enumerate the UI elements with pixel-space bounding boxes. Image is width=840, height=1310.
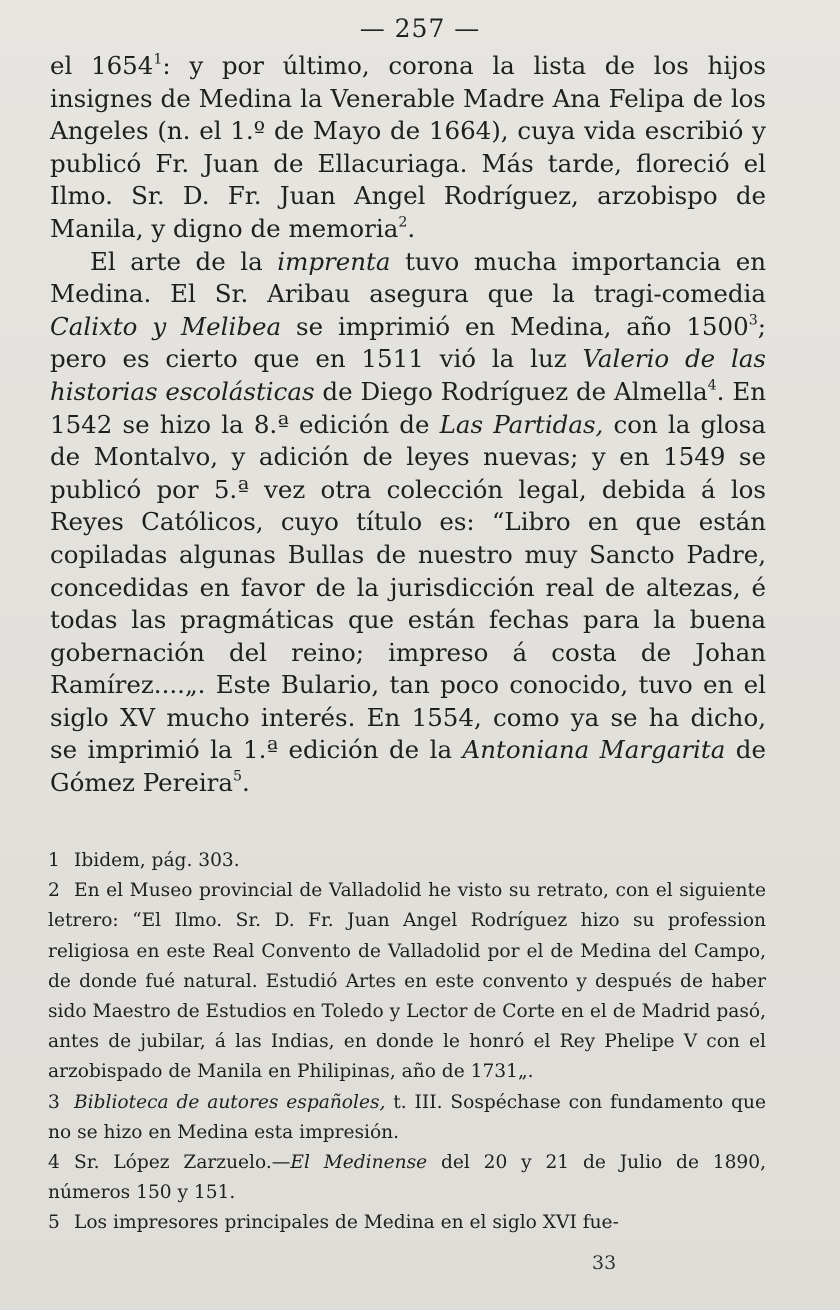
footnote-4 — [48, 1148, 766, 1208]
footnotes — [48, 846, 766, 1239]
text-run: ; pero es cierto que en 1511 vió la luz — [50, 311, 766, 374]
italic-title: Las Partidas, — [439, 409, 604, 439]
footnote-ref-3: 3 — [748, 312, 758, 329]
footnote-text: Ibidem, pág. 303. — [74, 850, 240, 871]
text-run: . En 1542 se hizo la 8.ª edición de — [50, 376, 766, 439]
footnote-text: del 20 y 21 de Julio de 1890, números 150 y 151. — [48, 1152, 767, 1204]
footnote-number: 1 — [48, 850, 60, 871]
text-run: . — [242, 768, 250, 798]
footnote-italic: Biblioteca de autores españoles, — [74, 1091, 386, 1113]
italic-title: Calixto y Melibea — [50, 311, 282, 341]
text-run: el 1654 — [50, 51, 154, 80]
footnote-ref-5: 5 — [233, 768, 243, 785]
footnote-text: t. III. Sospéchase con fundamento que no se hizo en Medina esta impresión. — [48, 1091, 766, 1143]
footnote-text-pre: Sr. López Zarzuelo.— — [74, 1152, 291, 1174]
main-text — [50, 50, 766, 800]
footnote-5 — [48, 1208, 766, 1238]
footnote-ref-2: 2 — [398, 214, 408, 231]
footnote-3 — [48, 1088, 766, 1148]
footnote-italic: El Medinense — [290, 1152, 428, 1174]
footnote-text: En el Museo provincial de Valladolid he visto su retrato, con el siguiente letrero: “El Ilmo. Sr. D. Fr. Juan Angel Rodríguez hizo su profession religiosa en este Real Convento de Valladolid por el de Medina del Campo, de donde fué natural. Estudió Artes en este convento y después de haber sido Maestro de Estudios en Toledo y Lector de Corte en el de Madrid pasó, antes de jubilar, á las Indias, en donde le honró el Rey Phelipe V con el arzobispado de Manila en Philipinas, año de 1731„. — [48, 880, 766, 1083]
text-run: de Gómez Pereira — [50, 735, 766, 798]
footnote-number: 3 — [48, 1091, 60, 1113]
paragraph-2 — [50, 246, 766, 800]
footnote-number: 4 — [48, 1152, 60, 1174]
signature-mark: 33 — [592, 1252, 617, 1274]
italic-title: Antoniana Margarita — [462, 735, 726, 765]
paragraph-1 — [50, 50, 766, 246]
footnote-2 — [48, 876, 766, 1087]
page-number: — 257 — — [359, 14, 481, 43]
text-run: con la glosa de Montalvo, y adición de leyes nuevas; y en 1549 se publicó por 5.ª vez otra colección legal, debida á los Reyes Católicos, cuyo título es: “Libro en que están copiladas algunas Bullas de nuestro muy Sancto Padre, concedidas en favor de la jurisdicción real de altezas, é todas las pragmáticas que están fechas para la buena gobernación del reino; impreso á costa de Johan Ramírez....„. Este Bulario, tan poco conocido, tuvo en el siglo XV mucho interés. En 1554, como ya se ha dicho, se imprimió la 1.ª edición de la — [50, 409, 766, 765]
footnote-number: 2 — [48, 880, 60, 902]
italic-title: Valerio de las historias escolásticas — [50, 344, 766, 406]
footnote-number: 5 — [48, 1212, 60, 1234]
footnote-ref-4: 4 — [707, 377, 717, 394]
footnote-text: Los impresores principales de Medina en el siglo XVI fue- — [74, 1212, 619, 1234]
text-run: . — [407, 213, 416, 243]
italic-term: imprenta — [277, 246, 391, 276]
text-run: tuvo mucha importancia en Medina. El Sr. Aribau asegura que la tragi-comedia — [50, 246, 766, 309]
footnote-1 — [48, 846, 766, 876]
text-run: El arte de la — [90, 246, 278, 276]
footnote-ref-1: 1 — [153, 51, 163, 68]
text-run: : y por último, corona la lista de los hijos insignes de Medina la Venerable Madre Ana Felipa de los Angeles (n. el 1.º de Mayo de 1664), cuya vida escribió y publicó Fr. Juan de Ellacuriaga. Más tarde, floreció el Ilmo. Sr. D. Fr. Juan Angel Rodríguez, arzobispo de Manila, y digno de memoria — [50, 51, 766, 243]
text-run: se imprimió en Medina, año 1500 — [281, 311, 749, 341]
text-run: de Diego Rodríguez de Almella — [314, 376, 708, 406]
